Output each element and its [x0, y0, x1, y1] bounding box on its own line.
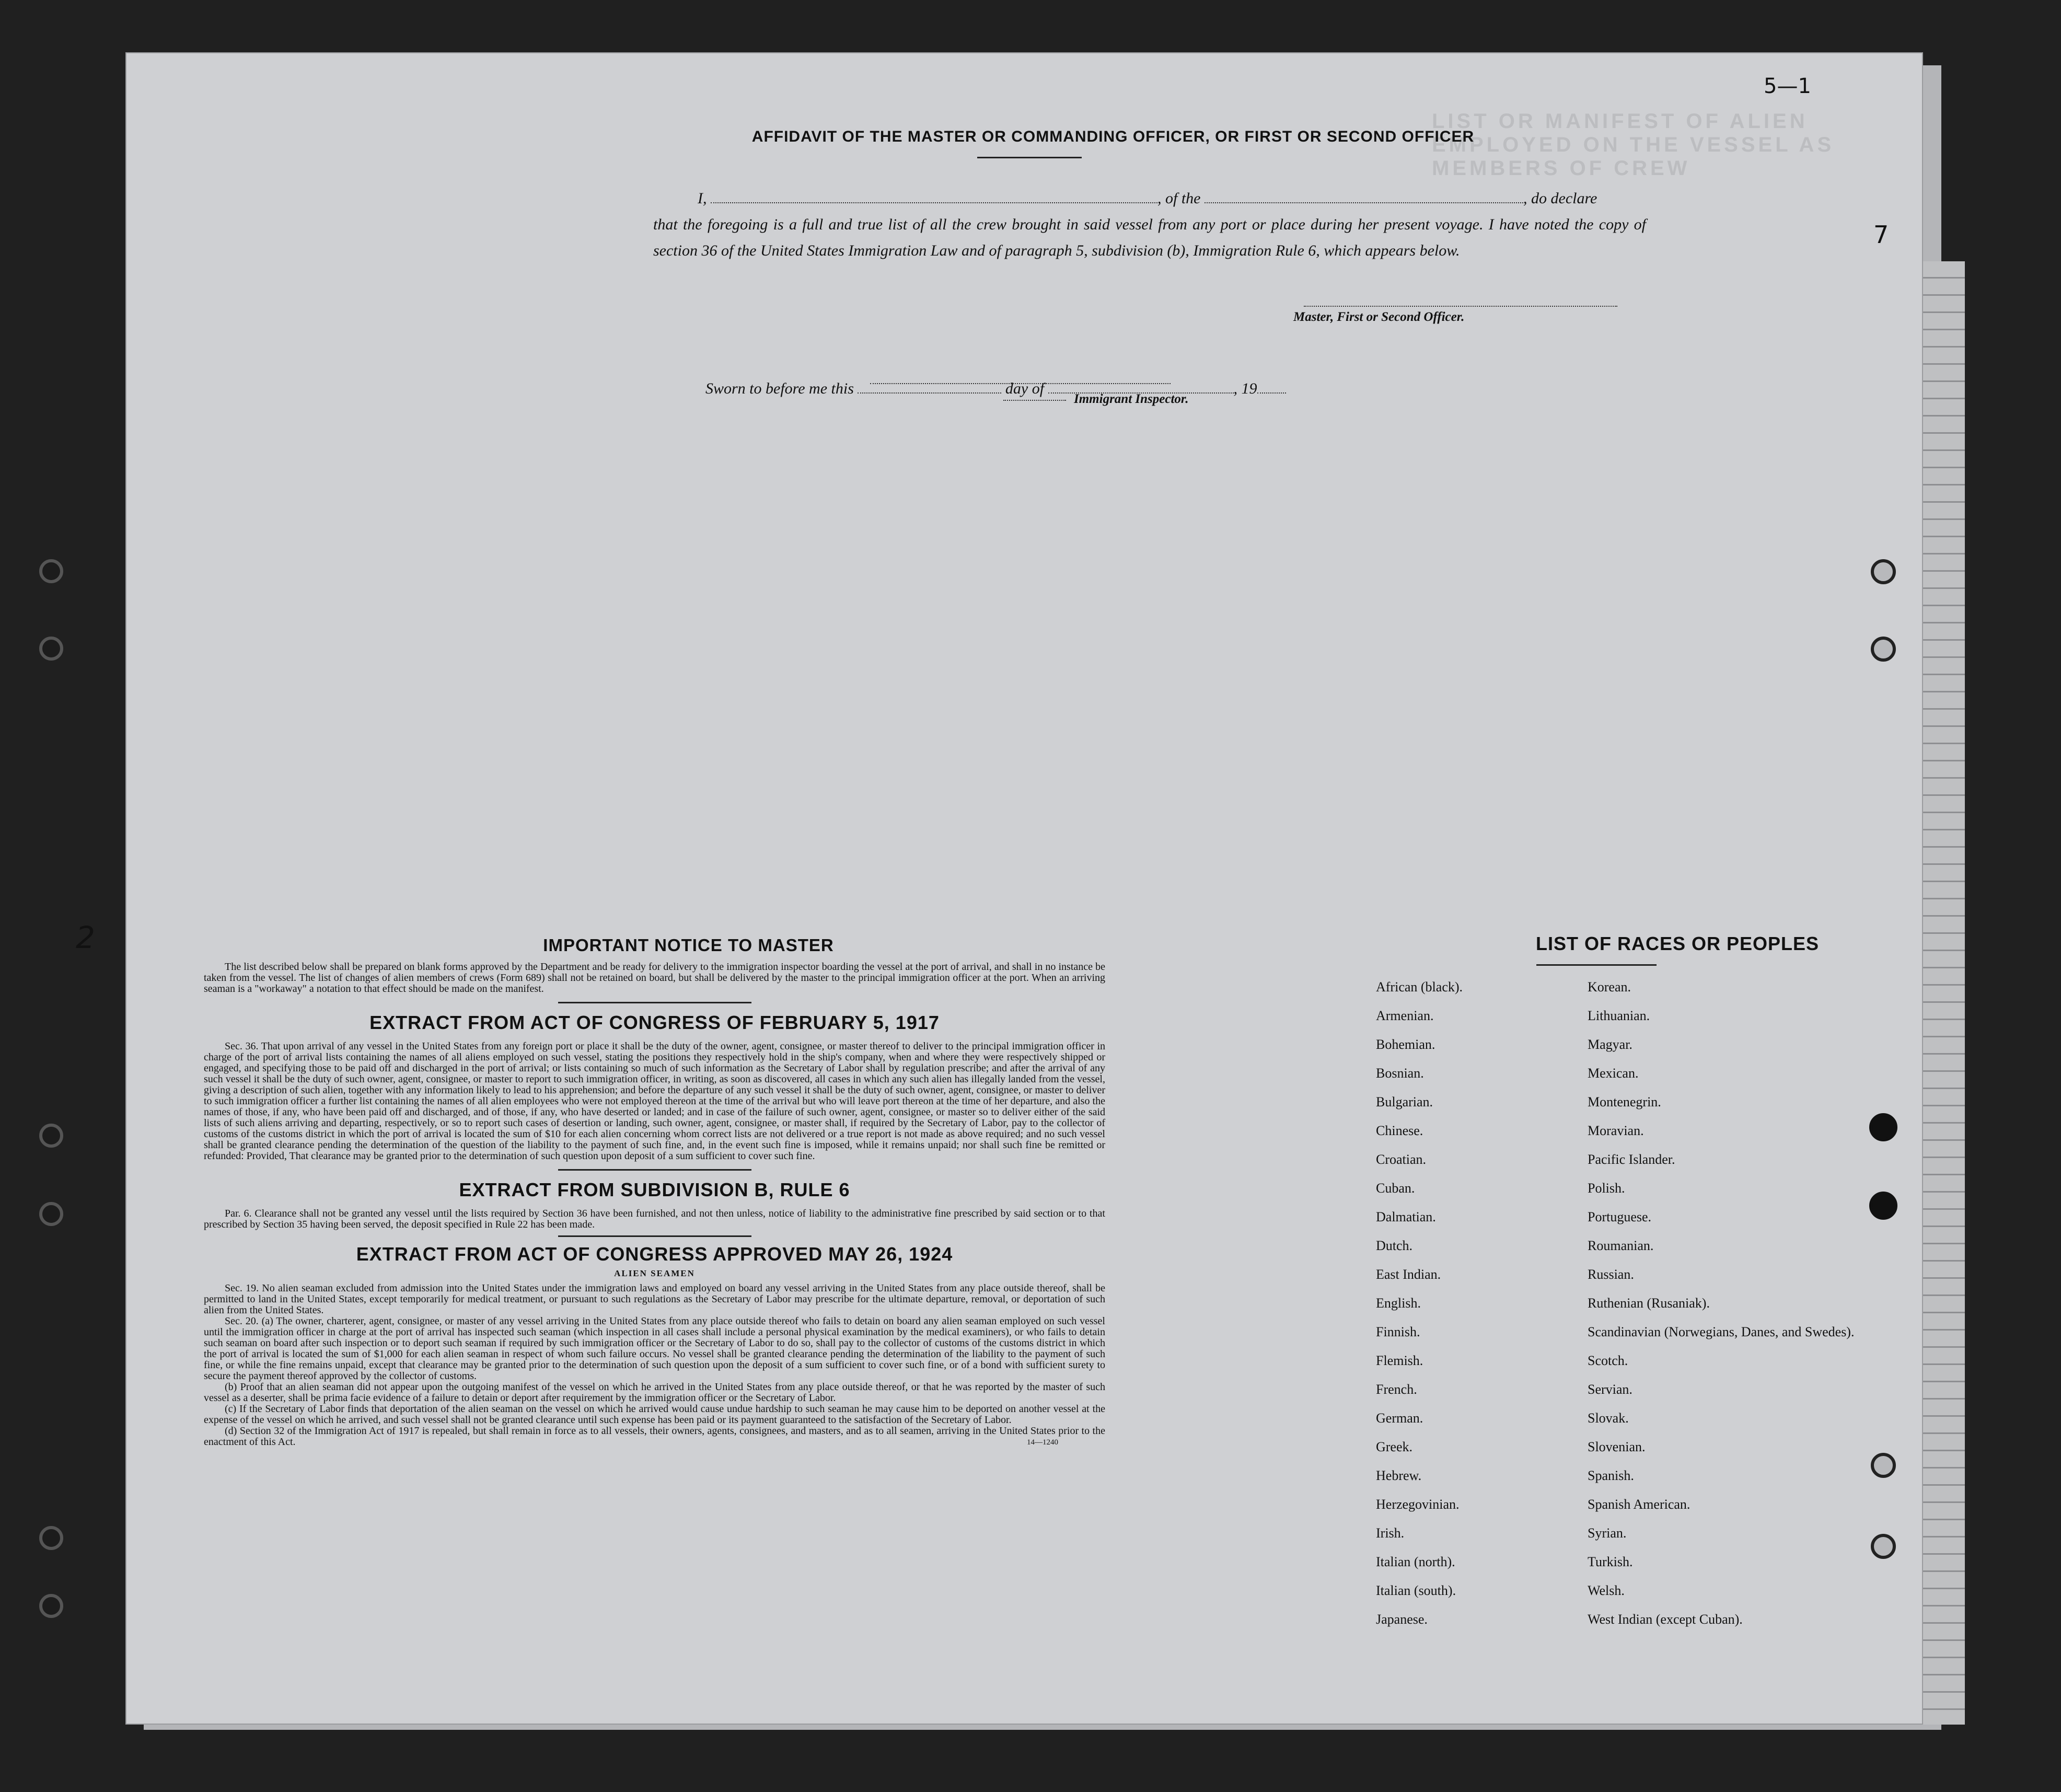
sec20a-text: Sec. 20. (a) The owner, charterer, agent, consignee, or master of any vessel arriving in the United States from any place outside thereof who fails to detain on board any alien seaman employed on such vessel until the immigration officer in charge at the port of arrival has inspected such seaman (which inspection in all cases shall include a personal physical examination by the medical examiners), or who fails to detain such seaman on board after such inspection or to deport such seaman if required by such immigration officer or the Secretary of Labor to do so, shall pay to the collector of customs of the customs district in which the port of arrival is located the sum of $1,000 for each alien seaman in respect of whom such failure occurs. No vessel shall be granted clearance pending the determination of the liability to the payment of such fine, or while the fine remains unpaid, except that clearance may be granted prior to the determination of such question upon the deposit of a sum sufficient to cover such fine, or of a bond with sufficient surety to secure the payment thereof approved by the collector of customs. [204, 1315, 1105, 1382]
punch-hole [1871, 1453, 1896, 1478]
race-item: Slovak. [1588, 1411, 1629, 1426]
affidavit-i: I, [698, 190, 707, 207]
vessel-blank[interactable] [1205, 190, 1523, 203]
title-rule [977, 157, 1082, 158]
race-item: Portuguese. [1588, 1209, 1652, 1224]
notice-title: IMPORTANT NOTICE TO MASTER [543, 935, 834, 955]
race-item: Hebrew. [1376, 1468, 1422, 1483]
race-item: Chinese. [1376, 1123, 1423, 1138]
race-item: Scandinavian (Norwegians, Danes, and Swedes). [1588, 1324, 1855, 1339]
race-item: English. [1376, 1296, 1421, 1311]
race-item: Montenegrin. [1588, 1094, 1661, 1109]
race-item: Korean. [1588, 979, 1631, 995]
sworn-year-blank[interactable] [1257, 380, 1286, 394]
alien-seamen-subtitle: ALIEN SEAMEN [614, 1268, 695, 1278]
top-right-mark: 5—1 [1764, 74, 1811, 98]
race-item: African (black). [1376, 979, 1463, 995]
race-item: Flemish. [1376, 1353, 1423, 1368]
race-item: Polish. [1588, 1181, 1625, 1196]
notice-body: The list described below shall be prepared on blank forms approved by the Department and be ready for delivery to the immigration inspector boarding the vessel at the port of arrival, and shall in no instance be taken from the vessel. The list of changes of alien members of crews (Form 689) shall not be retained on board, but shall be delivered by the master to the principal immigration officer at the port. When an arriving seaman is a "workaway" a notation to that effect should be made on the manifest. [204, 961, 1105, 995]
inspector-prefix-line [1003, 400, 1066, 401]
race-item: Servian. [1588, 1382, 1632, 1397]
race-item: East Indian. [1376, 1267, 1441, 1282]
race-item: Italian (south). [1376, 1583, 1456, 1598]
race-item: Greek. [1376, 1439, 1413, 1454]
extract-rule6-body: Par. 6. Clearance shall not be granted any vessel until the lists required by Section 36 have been furnished, and not then unless, notice of liability to the administrative fine prescribed by said section or to that prescribed by Section 35 having been served, the deposit specified in Rule 22 has been made. [204, 1208, 1105, 1230]
affidavit-of-the: , of the [1157, 190, 1201, 207]
affidavit-title: AFFIDAVIT OF THE MASTER OR COMMANDING OFFICER, OR FIRST OR SECOND OFFICER [751, 128, 1475, 145]
race-item: Lithuanian. [1588, 1008, 1650, 1023]
races-column-2 [1588, 980, 1854, 1641]
sec19-text: Sec. 19. No alien seaman excluded from admission into the United States under the immigration laws and employed on board any vessel arriving in the United States from any place outside thereof, shall be permitted to land in the United States, except temporarily for medical treatment, or pursuant to such regulations as the Secretary of Labor may prescribe for the ultimate departure, removal, or deportation of such alien from the United States. [204, 1282, 1105, 1316]
race-item: Roumanian. [1588, 1238, 1654, 1253]
race-item: Syrian. [1588, 1525, 1627, 1541]
section-divider [558, 1235, 751, 1237]
sworn-day-blank[interactable] [858, 380, 1001, 394]
race-item: Bulgarian. [1376, 1094, 1433, 1109]
section-divider [558, 1169, 751, 1171]
race-item: German. [1376, 1411, 1423, 1426]
notice-column [204, 935, 1105, 1455]
race-item: Mexican. [1588, 1066, 1639, 1081]
race-item: Spanish. [1588, 1468, 1634, 1483]
name-blank[interactable] [711, 190, 1157, 203]
race-item: Irish. [1376, 1525, 1405, 1541]
punch-hole [39, 1202, 63, 1226]
sec20c-text: (c) If the Secretary of Labor finds that deportation of the alien seaman on the vessel on which he arrived would cause undue hardship to such seaman he may cause him to be deported on another vessel at the expense of the vessel on which he arrived, and such vessel shall not be granted clearance until such expense has been paid or its payment guaranteed to the satisfaction of the Secretary of Labor. [204, 1403, 1105, 1426]
race-item: West Indian (except Cuban). [1588, 1612, 1743, 1627]
affidavit-declaration [653, 186, 1646, 264]
race-item: Pacific Islander. [1588, 1152, 1675, 1167]
extract-1924-title: EXTRACT FROM ACT OF CONGRESS APPROVED MAY 26, 1924 [356, 1243, 953, 1265]
race-item: Russian. [1588, 1267, 1634, 1282]
race-item: French. [1376, 1382, 1417, 1397]
race-item: Italian (north). [1376, 1554, 1455, 1569]
punch-hole [39, 1594, 63, 1618]
extract-rule6-title: EXTRACT FROM SUBDIVISION B, RULE 6 [459, 1179, 850, 1200]
race-item: Welsh. [1588, 1583, 1625, 1598]
master-signature-line[interactable] [1304, 306, 1617, 307]
affidavit-do-declare: , do declare [1523, 190, 1597, 207]
punch-hole [39, 1526, 63, 1550]
race-item: Magyar. [1588, 1037, 1632, 1052]
race-item: Croatian. [1376, 1152, 1427, 1167]
race-item: Dutch. [1376, 1238, 1413, 1253]
extract-1917-body: Sec. 36. That upon arrival of any vessel in the United States from any foreign port or place it shall be the duty of the owner, agent, consignee, or master thereof to deliver to the principal immigration officer in charge of the port of arrival lists containing the names of all aliens employed on such vessel, stating the positions they respectively hold in the ship's company, when and where they were respectively shipped or engaged, and specifying those to be paid off and discharged in the port of arrival; or lists containing so much of such information as the Secretary of Labor shall by regulation prescribe; and after the arrival of any such vessel it shall be the duty of such owner, agent, consignee, or master to report to such immigration officer, in writing, as soon as discovered, all cases in which any such alien has illegally landed from the vessel, giving a description of such alien, together with any information likely to lead to his apprehension; and before the departure of any such vessel it shall be the duty of such owner, agent, consignee, or master to deliver to such immigration officer a further list containing the names of all alien employees who were not employed thereon at the time of the arrival but who will leave port thereon at the time of her departure, and also the names of those, if any, who have been paid off and discharged, and of those, if any, who have deserted or landed; and in case of the failure of such owner, agent, consignee, or master so to deliver either of the said lists of such aliens arriving and departing, respectively, or so to report such cases of desertion or landing, such owner, agent, consignee, or master shall, if required by the Secretary of Labor, pay to the collector of customs of the customs district in which the port of arrival is located the sum of $10 for each alien concerning whom correct lists are not delivered or a true report is not made as above required; and no such vessel shall be granted clearance pending the determination of the question of the liability to the payment of such fine, and, in the event such fine is imposed, while it remains unpaid; nor shall such fine be remitted or refunded: Provided, That clearance may be granted prior to the determination of such question upon deposit of a sum sufficient to cover such fine. [204, 1040, 1105, 1162]
races-title-rule [1536, 964, 1657, 966]
master-signature-label: Master, First or Second Officer. [1293, 310, 1465, 324]
background-manifest-header: LIST OR MANIFEST OF ALIEN EMPLOYED ON THE VESSEL AS MEMBERS OF CREW [1432, 110, 1835, 180]
punch-hole [1871, 559, 1896, 584]
inspector-signature-label: Immigrant Inspector. [1074, 392, 1189, 406]
race-item: Cuban. [1376, 1181, 1415, 1196]
race-item: Japanese. [1376, 1612, 1428, 1627]
punch-hole [1871, 637, 1896, 662]
affidavit-page [76, 52, 1923, 1725]
sworn-year: , 19 [1233, 380, 1257, 397]
punch-hole [39, 637, 63, 661]
race-item: Scotch. [1588, 1353, 1628, 1368]
sworn-prefix: Sworn to before me this [705, 380, 854, 397]
race-item: Finnish. [1376, 1324, 1420, 1339]
race-item: Bosnian. [1376, 1066, 1424, 1081]
punch-hole [39, 1124, 63, 1148]
punch-hole [1871, 1534, 1896, 1559]
section-divider [558, 1002, 751, 1003]
affidavit-first-line [653, 186, 1646, 212]
affidavit-body: that the foregoing is a full and true list of all the crew brought in said vessel from any port or place during her present voyage. I have noted the copy of section 36 of the United States Immigration Law and of paragraph 5, subdivision (b), Immigration Rule 6, which appears below. [653, 216, 1646, 259]
sec20b-text: (b) Proof that an alien seaman did not appear upon the outgoing manifest of the vessel on which he arrived in the United States from any place outside thereof, or that he was reported by the master of such vessel as a deserter, shall be prima facie evidence of a failure to detain or deport after requirement by the immigration officer or the Secretary of Labor. [204, 1381, 1105, 1404]
race-item: Turkish. [1588, 1554, 1633, 1569]
punch-hole [1869, 1113, 1897, 1141]
extract-1917-title: EXTRACT FROM ACT OF CONGRESS OF FEBRUARY 5, 1917 [369, 1012, 940, 1033]
race-item: Slovenian. [1588, 1439, 1646, 1454]
race-item: Dalmatian. [1376, 1209, 1436, 1224]
race-item: Bohemian. [1376, 1037, 1435, 1052]
race-item: Ruthenian (Rusaniak). [1588, 1296, 1710, 1311]
race-item: Armenian. [1376, 1008, 1434, 1023]
race-item: Moravian. [1588, 1123, 1644, 1138]
race-item: Spanish American. [1588, 1497, 1691, 1512]
left-margin-mark: 2 [76, 920, 95, 955]
races-title: LIST OF RACES OR PEOPLES [1535, 933, 1820, 954]
punch-hole [1869, 1192, 1897, 1220]
races-column-1 [1376, 980, 1463, 1641]
sworn-day-of: day of [1005, 380, 1045, 397]
sec20d-text: (d) Section 32 of the Immigration Act of 1917 is repealed, but shall remain in force as to all vessels, their owners, agents, consignees, and masters, and as to all seamen, arriving in the United States prior to the enactment of this Act. [204, 1425, 1105, 1448]
inspector-signature-line[interactable] [870, 383, 1171, 384]
circled-page-number: 7 [1873, 221, 1889, 249]
race-item: Herzegovinian. [1376, 1497, 1460, 1512]
punch-hole [39, 559, 63, 583]
form-code: 14—1240 [1027, 1438, 1058, 1447]
